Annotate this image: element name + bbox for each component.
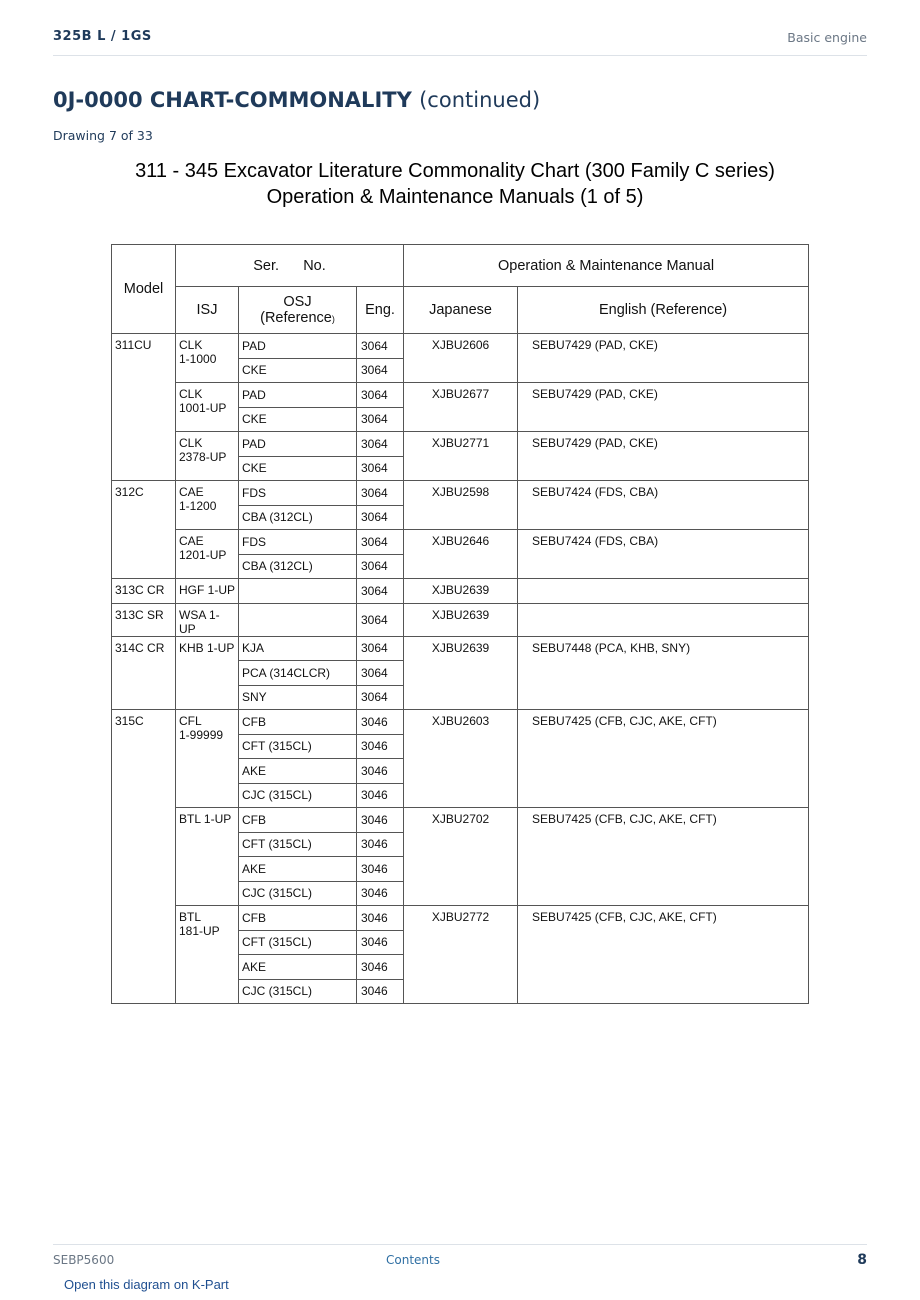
cell-osj: AKE [239,857,357,882]
cell-isj: BTL 1-UP [176,808,239,906]
cell-eng: 3064 [357,358,404,383]
cell-eng: 3064 [357,685,404,710]
cell-japanese: XJBU2603 [404,710,518,808]
table-row [112,710,809,735]
cell-eng: 3046 [357,759,404,784]
kpart-link[interactable]: Open this diagram on K-Part [64,1277,229,1292]
cell-isj: CLK 1-1000 [176,334,239,383]
cell-eng: 3046 [357,857,404,882]
cell-japanese: XJBU2702 [404,808,518,906]
cell-japanese: XJBU2677 [404,383,518,432]
table-row [112,530,809,555]
cell-osj: CFB [239,808,357,833]
table-body [112,334,809,1004]
cell-isj: BTL 181-UP [176,906,239,1004]
cell-english: SEBU7429 (PAD, CKE) [518,334,809,383]
chart-caption-line2: Operation & Maintenance Manuals (1 of 5) [266,186,644,208]
cell-eng: 3064 [357,481,404,506]
cell-eng: 3046 [357,710,404,735]
cell-isj: WSA 1-UP [176,603,239,636]
footer-doc-id: SEBP5600 [53,1253,115,1267]
table-row [112,383,809,408]
cell-english: SEBU7424 (FDS, CBA) [518,530,809,579]
cell-eng: 3064 [357,661,404,686]
header-model-code: 325B L / 1GS [53,29,152,44]
cell-osj [239,579,357,604]
footer-divider [53,1244,867,1245]
table-row [112,334,809,359]
page-title-suffix: (continued) [419,88,541,112]
table-row [112,432,809,457]
cell-osj: PAD [239,334,357,359]
header-divider [53,55,867,56]
cell-eng: 3046 [357,979,404,1004]
cell-osj: CFT (315CL) [239,734,357,759]
cell-japanese: XJBU2771 [404,432,518,481]
cell-japanese: XJBU2598 [404,481,518,530]
cell-english [518,603,809,636]
cell-model: 315C [112,710,176,1004]
cell-osj: CFB [239,906,357,931]
cell-japanese: XJBU2639 [404,603,518,636]
cell-osj: KJA [239,636,357,661]
table-row [112,636,809,661]
cell-japanese: XJBU2606 [404,334,518,383]
cell-osj: CFT (315CL) [239,930,357,955]
cell-isj: CLK 2378-UP [176,432,239,481]
page-title-main: 0J-0000 CHART-COMMONALITY [53,88,412,112]
cell-eng: 3046 [357,906,404,931]
cell-isj: CLK 1001-UP [176,383,239,432]
cell-eng: 3064 [357,407,404,432]
header-osj-ref-paren: ) [331,314,335,324]
header-model: Model [112,245,176,334]
cell-osj: CJC (315CL) [239,783,357,808]
cell-english: SEBU7425 (CFB, CJC, AKE, CFT) [518,808,809,906]
cell-english [518,579,809,604]
table-row [112,579,809,604]
cell-eng: 3064 [357,383,404,408]
cell-japanese: XJBU2639 [404,579,518,604]
cell-english: SEBU7429 (PAD, CKE) [518,383,809,432]
cell-model: 313C SR [112,603,176,636]
cell-eng: 3064 [357,603,404,636]
cell-eng: 3064 [357,554,404,579]
cell-osj: CKE [239,407,357,432]
cell-osj: CKE [239,358,357,383]
cell-eng: 3064 [357,636,404,661]
cell-osj: CFT (315CL) [239,832,357,857]
cell-osj: PAD [239,432,357,457]
cell-osj: SNY [239,685,357,710]
cell-osj: CKE [239,456,357,481]
cell-model: 311CU [112,334,176,481]
cell-eng: 3064 [357,530,404,555]
cell-osj: PAD [239,383,357,408]
cell-osj: AKE [239,955,357,980]
cell-eng: 3064 [357,334,404,359]
cell-eng: 3064 [357,432,404,457]
header-osj-label: OSJ [283,294,312,310]
cell-eng: 3046 [357,783,404,808]
cell-model: 312C [112,481,176,579]
cell-osj: CBA (312CL) [239,505,357,530]
cell-model: 313C CR [112,579,176,604]
header-isj: ISJ [176,287,239,334]
cell-english: SEBU7429 (PAD, CKE) [518,432,809,481]
header-ser-no: Ser. No. [176,245,404,287]
header-eng: Eng. [357,287,404,334]
cell-isj: CFL 1-99999 [176,710,239,808]
cell-osj: FDS [239,530,357,555]
cell-eng: 3046 [357,734,404,759]
cell-eng: 3046 [357,808,404,833]
cell-model: 314C CR [112,636,176,710]
header-section: Basic engine [787,30,867,45]
cell-eng: 3046 [357,930,404,955]
cell-isj: CAE 1-1200 [176,481,239,530]
cell-osj: CJC (315CL) [239,979,357,1004]
header-english: English (Reference) [518,287,809,334]
cell-osj: PCA (314CLCR) [239,661,357,686]
cell-osj: AKE [239,759,357,784]
cell-isj: KHB 1-UP [176,636,239,710]
page-title [53,88,540,112]
drawing-label: Drawing 7 of 33 [53,128,153,143]
cell-osj: CFB [239,710,357,735]
chart-caption-line1: 311 - 345 Excavator Literature Commonality Chart (300 Family C series) [135,160,775,182]
table-row [112,603,809,636]
commonality-table [111,244,809,1004]
cell-osj: CJC (315CL) [239,881,357,906]
header-japanese: Japanese [404,287,518,334]
cell-eng: 3064 [357,579,404,604]
header-osj-ref: (Reference [260,310,332,326]
cell-english: SEBU7425 (CFB, CJC, AKE, CFT) [518,710,809,808]
table-row [112,808,809,833]
cell-osj [239,603,357,636]
cell-eng: 3046 [357,832,404,857]
page-number: 8 [857,1252,867,1268]
table-row [112,481,809,506]
cell-eng: 3046 [357,955,404,980]
cell-isj: HGF 1-UP [176,579,239,604]
cell-eng: 3046 [357,881,404,906]
cell-japanese: XJBU2772 [404,906,518,1004]
table-row [112,906,809,931]
cell-japanese: XJBU2639 [404,636,518,710]
cell-english: SEBU7425 (CFB, CJC, AKE, CFT) [518,906,809,1004]
cell-osj: FDS [239,481,357,506]
cell-eng: 3064 [357,456,404,481]
cell-english: SEBU7424 (FDS, CBA) [518,481,809,530]
cell-isj: CAE 1201-UP [176,530,239,579]
contents-link[interactable]: Contents [386,1253,440,1267]
cell-english: SEBU7448 (PCA, KHB, SNY) [518,636,809,710]
cell-eng: 3064 [357,505,404,530]
header-om-manual: Operation & Maintenance Manual [404,245,809,287]
header-osj [239,287,357,334]
cell-osj: CBA (312CL) [239,554,357,579]
cell-japanese: XJBU2646 [404,530,518,579]
